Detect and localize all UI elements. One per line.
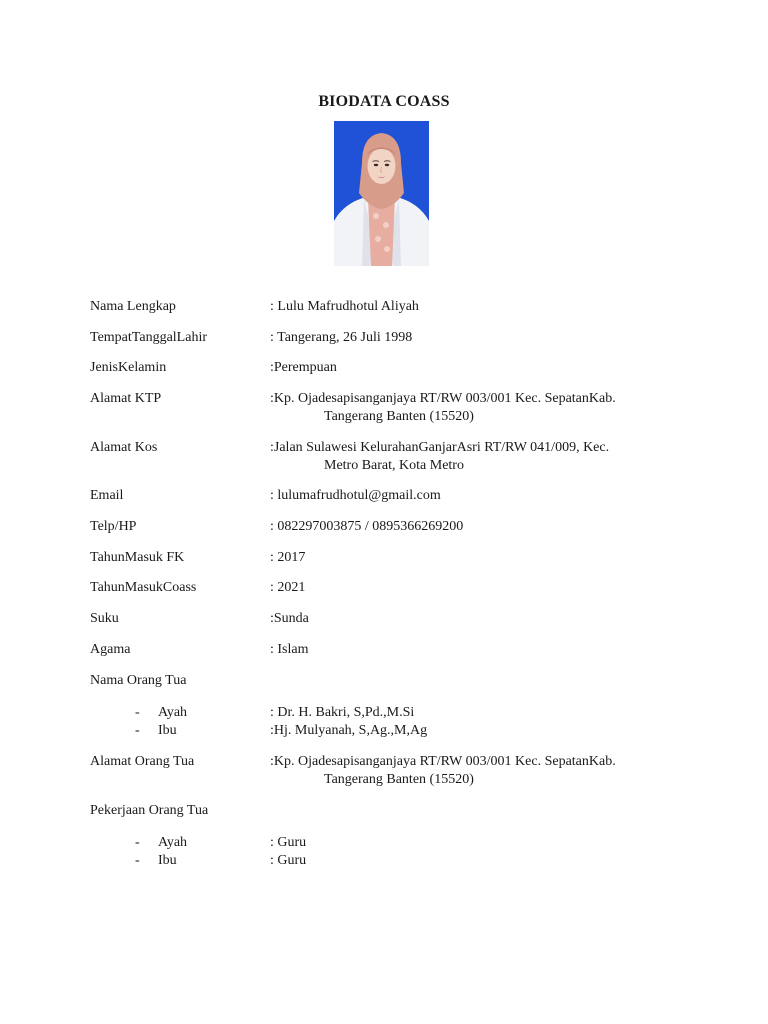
list-dash: - <box>135 723 140 738</box>
field-label: Alamat KTP <box>90 391 162 406</box>
parent-value: : Dr. H. Bakri, S,Pd.,M.Si <box>270 705 415 720</box>
field-value-line1: :Kp. Ojadesapisanganjaya RT/RW 003/001 Kec. SepatanKab. <box>270 391 616 406</box>
field-value: : Lulu Mafrudhotul Aliyah <box>270 299 419 314</box>
field-value-line2: Metro Barat, Kota Metro <box>324 458 464 473</box>
field-value: : 2021 <box>270 580 306 595</box>
list-dash: - <box>135 705 140 720</box>
field-value: : lulumafrudhotul@gmail.com <box>270 488 441 503</box>
job-label: Ayah <box>158 835 188 850</box>
field-value: : Islam <box>270 642 309 657</box>
field-label: Nama Lengkap <box>90 299 176 314</box>
field-value: :Sunda <box>270 611 309 626</box>
field-label: TempatTanggalLahir <box>90 330 207 345</box>
field-label: Pekerjaan Orang Tua <box>90 803 209 818</box>
parent-value: :Hj. Mulyanah, S,Ag.,M,Ag <box>270 723 428 738</box>
field-value-line1: :Jalan Sulawesi KelurahanGanjarAsri RT/RW 041/009, Kec. <box>270 440 610 455</box>
field-value-line1: :Kp. Ojadesapisanganjaya RT/RW 003/001 Kec. SepatanKab. <box>270 754 616 769</box>
field-value: : 2017 <box>270 550 306 565</box>
job-value: : Guru <box>270 835 307 850</box>
field-label: TahunMasuk FK <box>90 550 185 565</box>
profile-photo <box>334 121 429 266</box>
list-dash: - <box>135 835 140 850</box>
parent-label: Ayah <box>158 705 188 720</box>
field-label: Email <box>90 488 124 503</box>
field-value: : Tangerang, 26 Juli 1998 <box>270 330 413 345</box>
field-value: :Perempuan <box>270 360 337 375</box>
job-label: Ibu <box>158 853 177 868</box>
field-label: Suku <box>90 611 119 626</box>
field-label: Agama <box>90 642 131 657</box>
field-value-line2: Tangerang Banten (15520) <box>324 409 474 424</box>
field-label: Alamat Kos <box>90 440 158 455</box>
parent-label: Ibu <box>158 723 177 738</box>
field-value <box>270 390 616 426</box>
job-value: : Guru <box>270 853 307 868</box>
field-label: TahunMasukCoass <box>90 580 197 595</box>
field-value <box>270 753 616 789</box>
list-dash: - <box>135 853 140 868</box>
field-value-line2: Tangerang Banten (15520) <box>324 772 474 787</box>
field-label: JenisKelamin <box>90 360 167 375</box>
field-value <box>270 439 609 475</box>
field-label: Telp/HP <box>90 519 137 534</box>
field-label: Alamat Orang Tua <box>90 754 195 769</box>
field-label: Nama Orang Tua <box>90 673 187 688</box>
field-value: : 082297003875 / 0895366269200 <box>270 519 464 534</box>
document-title: BIODATA COASS <box>318 93 450 110</box>
